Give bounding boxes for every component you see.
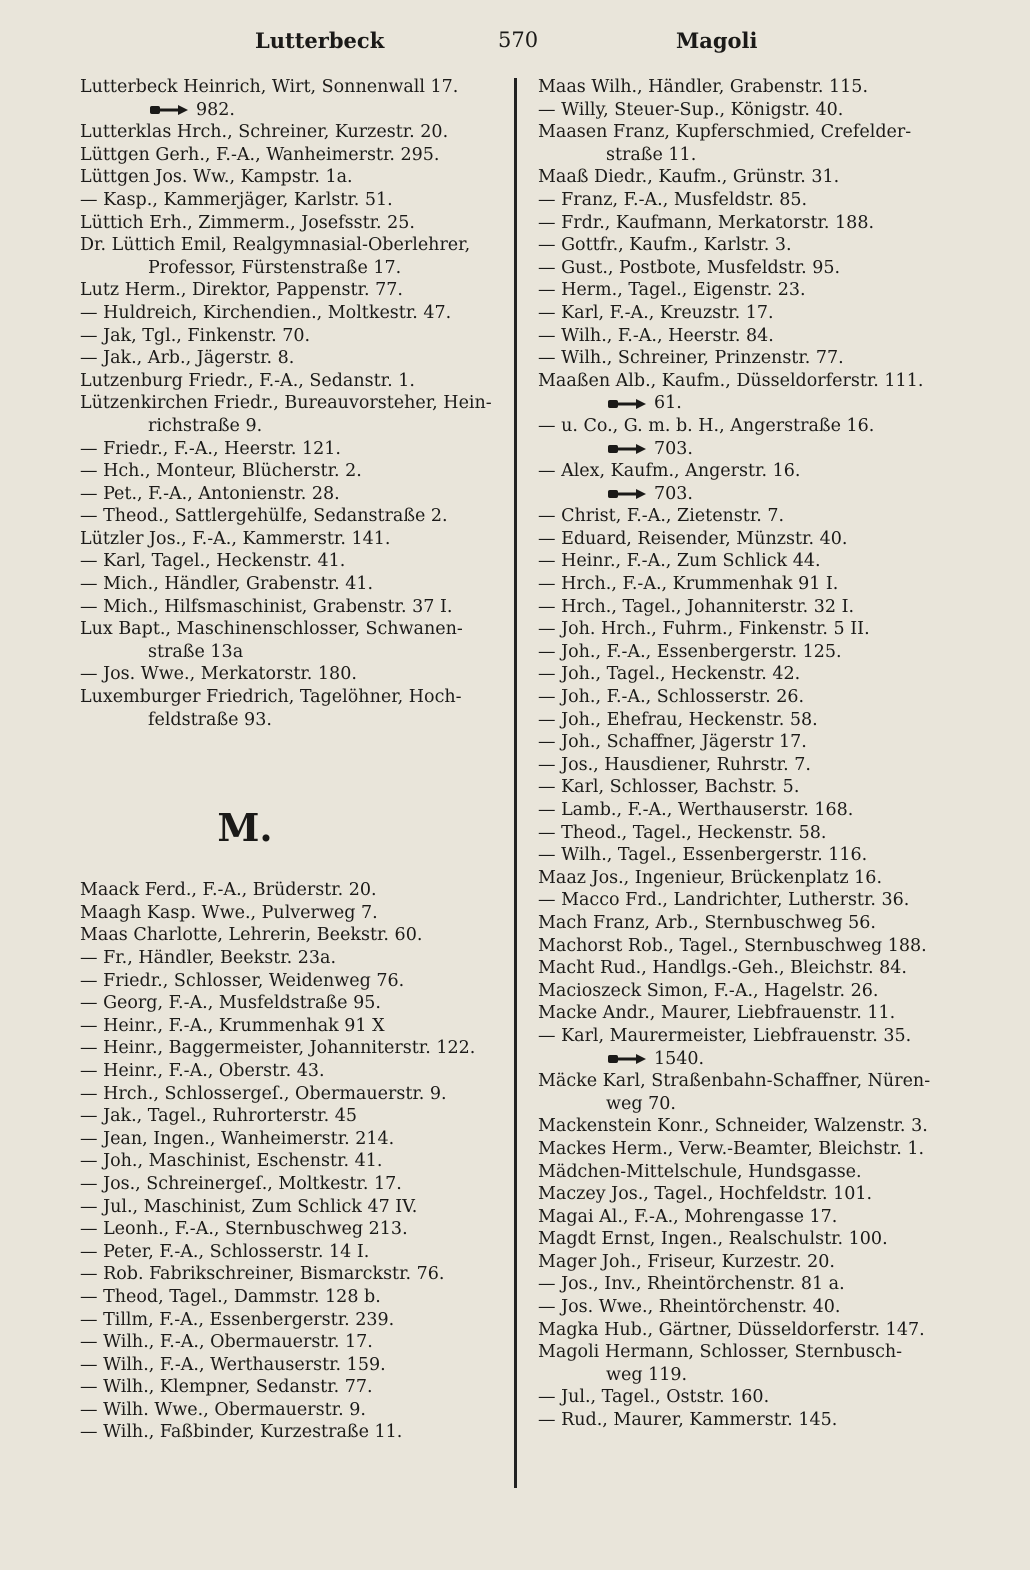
phone-number-line xyxy=(538,1048,968,1071)
directory-entry xyxy=(538,596,968,619)
directory-entry xyxy=(538,76,968,99)
directory-entry xyxy=(538,325,968,348)
entry-text: — Christ, F.-A., Zietenstr. 7. xyxy=(538,506,785,527)
right-column xyxy=(538,76,968,1432)
directory-entry xyxy=(538,935,968,958)
directory-entry xyxy=(80,1331,505,1354)
directory-entry xyxy=(80,879,505,902)
entry-text: weg 119. xyxy=(606,1364,688,1385)
entry-text: — Jul., Maschinist, Zum Schlick 47 IV. xyxy=(80,1196,418,1217)
column-divider xyxy=(514,78,517,1488)
directory-entry xyxy=(538,189,968,212)
directory-entry xyxy=(80,573,505,596)
directory-entry xyxy=(538,121,968,144)
directory-entry xyxy=(538,754,968,777)
entry-text: Magai Al., F.-A., Mohrengasse 17. xyxy=(538,1206,838,1227)
entry-text: Macioszeck Simon, F.-A., Hagelstr. 26. xyxy=(538,980,879,1001)
entry-text: — Frdr., Kaufmann, Merkatorstr. 188. xyxy=(538,212,875,233)
directory-entry xyxy=(538,1138,968,1161)
entry-text: — Hrch., F.-A., Krummenhak 91 I. xyxy=(538,574,839,595)
entry-text: Machorst Rob., Tagel., Sternbuschweg 188. xyxy=(538,935,927,956)
entry-text: — Heinr., F.-A., Oberstr. 43. xyxy=(80,1060,325,1081)
directory-entry xyxy=(538,166,968,189)
entry-text: Lützler Jos., F.-A., Kammerstr. 141. xyxy=(80,528,391,549)
entry-text: 703. xyxy=(654,483,693,504)
entry-text: — Wilh., Klempner, Sedanstr. 77. xyxy=(80,1377,373,1398)
directory-entry xyxy=(80,212,505,235)
directory-entry xyxy=(538,415,968,438)
entry-text: Maack Ferd., F.-A., Brüderstr. 20. xyxy=(80,880,377,901)
entry-text: Maaß Diedr., Kaufm., Grünstr. 31. xyxy=(538,167,840,188)
entry-text: Luxemburger Friedrich, Tagelöhner, Hoch- xyxy=(80,687,462,708)
directory-entry xyxy=(538,550,968,573)
directory-entry xyxy=(538,234,968,257)
directory-entry xyxy=(80,550,505,573)
entry-text: Lutzenburg Friedr., F.-A., Sedanstr. 1. xyxy=(80,370,415,391)
phone-number-line xyxy=(538,392,968,415)
entry-text: Dr. Lüttich Emil, Realgymnasial-Oberlehrer, xyxy=(80,235,471,256)
directory-entry xyxy=(80,347,505,370)
directory-entry xyxy=(538,686,968,709)
entry-text: Macht Rud., Handlgs.-Geh., Bleichstr. 84. xyxy=(538,958,907,979)
directory-entry xyxy=(80,1015,505,1038)
entry-text: — Wilh., F.-A., Werthauserstr. 159. xyxy=(80,1354,386,1375)
directory-entry xyxy=(80,1037,505,1060)
directory-entry xyxy=(538,889,968,912)
directory-entry xyxy=(80,992,505,1015)
directory-entry xyxy=(80,1263,505,1286)
entry-continuation xyxy=(80,641,505,664)
entry-text: Lüttgen Jos. Ww., Kampstr. 1a. xyxy=(80,167,353,188)
entry-text: Magoli Hermann, Schlosser, Sternbusch- xyxy=(538,1342,903,1363)
telephone-receiver-icon xyxy=(606,1053,648,1065)
entry-text: Lutz Herm., Direktor, Pappenstr. 77. xyxy=(80,280,403,301)
entry-text: — Huldreich, Kirchendien., Moltkestr. 47. xyxy=(80,302,452,323)
directory-entry xyxy=(80,663,505,686)
entry-text: — Joh., F.-A., Essenbergerstr. 125. xyxy=(538,641,842,662)
entry-text: — Alex, Kaufm., Angerstr. 16. xyxy=(538,461,801,482)
entry-text: weg 70. xyxy=(606,1093,676,1114)
entry-text: — Karl, F.-A., Kreuzstr. 17. xyxy=(538,302,774,323)
entry-text: — Jos. Wwe., Merkatorstr. 180. xyxy=(80,664,357,685)
entry-text: Maasen Franz, Kupferschmied, Crefelder- xyxy=(538,122,912,143)
entry-text: Lüttgen Gerh., F.-A., Wanheimerstr. 295. xyxy=(80,144,440,165)
phone-number-line xyxy=(538,438,968,461)
entry-text: Mach Franz, Arb., Sternbuschweg 56. xyxy=(538,912,876,933)
directory-entry xyxy=(538,1002,968,1025)
page-header xyxy=(0,28,1030,62)
phone-number-line xyxy=(80,99,505,122)
directory-entry xyxy=(80,144,505,167)
telephone-receiver-icon xyxy=(148,104,190,116)
directory-entry xyxy=(538,347,968,370)
left-column xyxy=(80,76,505,1444)
entry-text: — Fr., Händler, Beekstr. 23a. xyxy=(80,948,337,968)
entry-text: — Gust., Postbote, Musfeldstr. 95. xyxy=(538,257,841,278)
directory-entry xyxy=(538,1273,968,1296)
entry-text: Magka Hub., Gärtner, Düsseldorferstr. 147. xyxy=(538,1319,925,1340)
directory-entry xyxy=(538,505,968,528)
header-right-keyword: Magoli xyxy=(676,28,758,53)
directory-entry xyxy=(538,663,968,686)
directory-entry xyxy=(80,1150,505,1173)
directory-entry xyxy=(80,528,505,551)
directory-entry xyxy=(538,1409,968,1432)
entry-text: — Theod, Tagel., Dammstr. 128 b. xyxy=(80,1286,381,1307)
left-column-entries-bottom xyxy=(80,879,505,1444)
directory-entry xyxy=(538,257,968,280)
directory-entry xyxy=(80,234,505,257)
entry-text: Maczey Jos., Tagel., Hochfeldstr. 101. xyxy=(538,1184,873,1205)
entry-text: — Friedr., F.-A., Heerstr. 121. xyxy=(80,438,341,459)
entry-text: — Joh., Ehefrau, Heckenstr. 58. xyxy=(538,709,818,730)
entry-text: — Rob. Fabrikschreiner, Bismarckstr. 76. xyxy=(80,1264,445,1285)
entry-text: richstraße 9. xyxy=(148,415,263,436)
directory-entry xyxy=(538,709,968,732)
entry-text: — Jul., Tagel., Oststr. 160. xyxy=(538,1387,770,1408)
directory-entry xyxy=(538,1206,968,1229)
directory-entry xyxy=(80,1060,505,1083)
phone-number-line xyxy=(538,483,968,506)
entry-text: Maas Charlotte, Lehrerin, Beekstr. 60. xyxy=(80,925,423,946)
entry-text: — Theod., Tagel., Heckenstr. 58. xyxy=(538,822,827,843)
entry-text: — Wilh., Tagel., Essenbergerstr. 116. xyxy=(538,845,868,866)
entry-text: 982. xyxy=(196,99,235,120)
entry-text: — Kasp., Kammerjäger, Karlstr. 51. xyxy=(80,189,393,210)
directory-entry xyxy=(80,1128,505,1151)
directory-entry xyxy=(80,1309,505,1332)
entry-text: — Joh., Maschinist, Eschenstr. 41. xyxy=(80,1151,383,1172)
directory-entry xyxy=(80,947,505,970)
directory-entry xyxy=(538,1161,968,1184)
directory-entry xyxy=(80,505,505,528)
directory-entry xyxy=(80,302,505,325)
entry-text: — Heinr., F.-A., Krummenhak 91 X xyxy=(80,1015,385,1036)
entry-text: — Herm., Tagel., Eigenstr. 23. xyxy=(538,280,806,301)
entry-text: 1540. xyxy=(654,1048,705,1069)
directory-entry xyxy=(80,1376,505,1399)
directory-entry xyxy=(80,1083,505,1106)
directory-entry xyxy=(80,902,505,925)
directory-entry xyxy=(538,1183,968,1206)
directory-entry xyxy=(538,776,968,799)
entry-continuation xyxy=(80,415,505,438)
directory-entry xyxy=(538,279,968,302)
directory-entry xyxy=(80,189,505,212)
entry-text: — Karl, Tagel., Heckenstr. 41. xyxy=(80,551,346,572)
telephone-receiver-icon xyxy=(606,488,648,500)
entry-text: Lützenkirchen Friedr., Bureauvorsteher, Hein- xyxy=(80,393,492,414)
entry-text: — Franz, F.-A., Musfeldstr. 85. xyxy=(538,189,808,210)
directory-entry xyxy=(80,924,505,947)
directory-entry xyxy=(80,686,505,709)
directory-entry xyxy=(538,867,968,890)
entry-text: — Macco Frd., Landrichter, Lutherstr. 36. xyxy=(538,890,910,911)
entry-text: — Mich., Hilfsmaschinist, Grabenstr. 37 I. xyxy=(80,596,453,617)
directory-entry xyxy=(80,1354,505,1377)
entry-text: feldstraße 93. xyxy=(148,709,272,730)
directory-entry xyxy=(80,970,505,993)
directory-entry xyxy=(538,573,968,596)
directory-entry xyxy=(538,912,968,935)
entry-text: — Hch., Monteur, Blücherstr. 2. xyxy=(80,461,362,482)
entry-continuation xyxy=(80,257,505,280)
entry-continuation xyxy=(538,144,968,167)
entry-text: Mädchen-Mittelschule, Hundsgasse. xyxy=(538,1161,862,1182)
directory-entry xyxy=(80,1286,505,1309)
telephone-receiver-icon xyxy=(606,398,648,410)
right-column-entries xyxy=(538,76,968,1432)
entry-text: Lux Bapt., Maschinenschlosser, Schwanen- xyxy=(80,619,463,640)
directory-entry xyxy=(80,279,505,302)
directory-entry xyxy=(538,1296,968,1319)
entry-text: — Jak., Arb., Jägerstr. 8. xyxy=(80,348,295,369)
entry-text: — Joh., Schaffner, Jägerstr 17. xyxy=(538,732,807,753)
directory-entry xyxy=(538,1228,968,1251)
entry-text: — Wilh., F.-A., Heerstr. 84. xyxy=(538,325,774,346)
entry-text: — Jak, Tgl., Finkenstr. 70. xyxy=(80,325,311,346)
entry-text: — Wilh., Faßbinder, Kurzestraße 11. xyxy=(80,1422,403,1443)
directory-entry xyxy=(538,980,968,1003)
entry-text: — Jos., Hausdiener, Ruhrstr. 7. xyxy=(538,754,811,775)
directory-entry xyxy=(80,1399,505,1422)
entry-text: 61. xyxy=(654,393,682,414)
entry-text: — Willy, Steuer-Sup., Königstr. 40. xyxy=(538,99,844,120)
entry-text: — Leonh., F.-A., Sternbuschweg 213. xyxy=(80,1219,408,1240)
entry-text: — Jos., Schreinergeſ., Moltkestr. 17. xyxy=(80,1173,402,1194)
entry-text: Maaz Jos., Ingenieur, Brückenplatz 16. xyxy=(538,867,883,888)
entry-text: — Hrch., Tagel., Johanniterstr. 32 I. xyxy=(538,596,855,617)
entry-text: Lutterklas Hrch., Schreiner, Kurzestr. 20. xyxy=(80,122,449,143)
header-left-keyword: Lutterbeck xyxy=(255,28,385,53)
entry-text: — u. Co., G. m. b. H., Angerstraße 16. xyxy=(538,415,875,436)
entry-text: straße 11. xyxy=(606,144,697,165)
entry-text: — Karl, Maurermeister, Liebfrauenstr. 35. xyxy=(538,1025,912,1046)
entry-text: — Wilh. Wwe., Obermauerstr. 9. xyxy=(80,1399,366,1420)
entry-text: Mager Joh., Friseur, Kurzestr. 20. xyxy=(538,1251,835,1272)
directory-entry xyxy=(80,460,505,483)
entry-text: — Wilh., Schreiner, Prinzenstr. 77. xyxy=(538,348,844,369)
directory-entry xyxy=(538,1115,968,1138)
entry-text: Maaßen Alb., Kaufm., Düsseldorferstr. 111. xyxy=(538,370,924,391)
entry-text: Maas Wilh., Händler, Grabenstr. 115. xyxy=(538,77,869,97)
directory-entry xyxy=(80,370,505,393)
directory-entry xyxy=(80,1173,505,1196)
entry-text: — Georg, F.-A., Musfeldstraße 95. xyxy=(80,993,381,1014)
entry-text: Magdt Ernst, Ingen., Realschulstr. 100. xyxy=(538,1229,888,1250)
entry-text: — Jos., Inv., Rheintörchenstr. 81 a. xyxy=(538,1274,845,1295)
directory-entry xyxy=(538,731,968,754)
directory-entry xyxy=(80,121,505,144)
directory-entry xyxy=(538,1341,968,1364)
directory-entry xyxy=(80,1241,505,1264)
directory-entry xyxy=(80,1218,505,1241)
entry-text: — Rud., Maurer, Kammerstr. 145. xyxy=(538,1410,838,1431)
entry-text: — Jak., Tagel., Ruhrorterstr. 45 xyxy=(80,1106,357,1127)
entry-text: — Hrch., Schlossergeſ., Obermauerstr. 9. xyxy=(80,1083,447,1104)
directory-entry xyxy=(538,822,968,845)
entry-continuation xyxy=(538,1364,968,1387)
telephone-receiver-icon xyxy=(606,443,648,455)
directory-entry xyxy=(538,370,968,393)
entry-text: — Joh. Hrch., Fuhrm., Finkenstr. 5 II. xyxy=(538,619,870,640)
entry-text: — Mich., Händler, Grabenstr. 41. xyxy=(80,574,374,595)
directory-entry xyxy=(80,1421,505,1444)
entry-text: — Peter, F.-A., Schlosserstr. 14 I. xyxy=(80,1241,370,1262)
directory-entry xyxy=(80,392,505,415)
entry-text: — Gottfr., Kaufm., Karlstr. 3. xyxy=(538,235,792,256)
left-column-entries-top xyxy=(80,76,505,731)
entry-continuation xyxy=(80,709,505,732)
entry-continuation xyxy=(538,1093,968,1116)
directory-entry xyxy=(538,528,968,551)
entry-text: — Tillm, F.-A., Essenbergerstr. 239. xyxy=(80,1309,395,1330)
directory-entry xyxy=(538,1070,968,1093)
directory-entry xyxy=(80,166,505,189)
entry-text: — Wilh., F.-A., Obermauerstr. 17. xyxy=(80,1332,373,1353)
entry-text: Lutterbeck Heinrich, Wirt, Sonnenwall 17. xyxy=(80,77,459,97)
entry-text: — Eduard, Reisender, Münzstr. 40. xyxy=(538,528,848,549)
directory-entry xyxy=(538,99,968,122)
directory-entry xyxy=(538,460,968,483)
directory-entry xyxy=(80,1196,505,1219)
entry-text: — Theod., Sattlergehülfe, Sedanstraße 2. xyxy=(80,506,448,527)
entry-text: Maagh Kasp. Wwe., Pulverweg 7. xyxy=(80,902,378,923)
directory-entry xyxy=(538,618,968,641)
entry-text: — Pet., F.-A., Antonienstr. 28. xyxy=(80,483,340,504)
entry-text: 703. xyxy=(654,438,693,459)
entry-text: — Karl, Schlosser, Bachstr. 5. xyxy=(538,777,800,798)
directory-entry xyxy=(538,957,968,980)
entry-text: Macke Andr., Maurer, Liebfrauenstr. 11. xyxy=(538,1003,896,1024)
directory-entry xyxy=(80,438,505,461)
directory-entry xyxy=(538,641,968,664)
entry-text: — Friedr., Schlosser, Weidenweg 76. xyxy=(80,970,405,991)
entry-text: — Lamb., F.-A., Werthauserstr. 168. xyxy=(538,800,854,820)
entry-text: Professor, Fürstenstraße 17. xyxy=(148,257,402,278)
directory-entry xyxy=(538,212,968,235)
directory-entry xyxy=(538,302,968,325)
entry-text: — Joh., F.-A., Schlosserstr. 26. xyxy=(538,687,805,708)
entry-text: — Jean, Ingen., Wanheimerstr. 214. xyxy=(80,1128,395,1149)
directory-entry xyxy=(80,483,505,506)
directory-entry xyxy=(538,1319,968,1342)
entry-text: Mackenstein Konr., Schneider, Walzenstr. 3. xyxy=(538,1116,928,1137)
section-letter: M. xyxy=(217,805,273,851)
directory-entry xyxy=(80,618,505,641)
directory-entry xyxy=(80,1105,505,1128)
entry-text: Mackes Herm., Verw.-Beamter, Bleichstr. 1. xyxy=(538,1138,925,1159)
entry-text: — Joh., Tagel., Heckenstr. 42. xyxy=(538,664,801,685)
entry-text: Lüttich Erh., Zimmerm., Josefsstr. 25. xyxy=(80,212,415,233)
entry-text: — Heinr., F.-A., Zum Schlick 44. xyxy=(538,551,821,572)
directory-entry xyxy=(538,1251,968,1274)
entry-text: — Jos. Wwe., Rheintörchenstr. 40. xyxy=(538,1297,841,1318)
directory-entry xyxy=(538,1386,968,1409)
directory-entry xyxy=(80,596,505,619)
directory-entry xyxy=(80,76,505,99)
entry-text: Mäcke Karl, Straßenbahn-Schaffner, Nüren- xyxy=(538,1071,931,1092)
directory-entry xyxy=(538,1025,968,1048)
entry-text: — Heinr., Baggermeister, Johanniterstr. 122. xyxy=(80,1038,476,1059)
directory-entry xyxy=(538,799,968,822)
entry-text: straße 13a xyxy=(148,641,244,662)
directory-entry xyxy=(538,844,968,867)
page-number: 570 xyxy=(498,28,539,52)
directory-entry xyxy=(80,325,505,348)
